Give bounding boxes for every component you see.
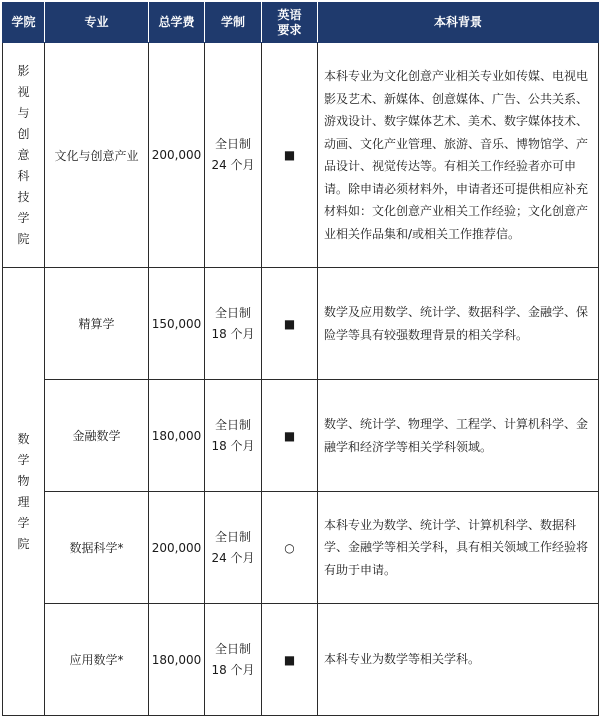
- duration: [205, 604, 262, 716]
- duration: [205, 43, 262, 268]
- header-school: 学院: [3, 3, 45, 43]
- tuition: 180,000: [149, 380, 205, 492]
- duration-mode: 全日制: [214, 305, 251, 320]
- duration-mode: 全日制: [214, 641, 251, 656]
- major-name: 精算学: [45, 268, 149, 380]
- duration-mode: 全日制: [214, 529, 251, 544]
- header-row: [3, 3, 599, 43]
- duration-length: 24 个月: [211, 550, 255, 565]
- table-row: [3, 604, 599, 716]
- major-name: 文化与创意产业: [45, 43, 149, 268]
- tuition: 150,000: [149, 268, 205, 380]
- major-name: 应用数学*: [45, 604, 149, 716]
- english-required-marker: ■: [262, 43, 318, 268]
- duration-mode: 全日制: [214, 137, 251, 151]
- header-duration: 学制: [205, 3, 262, 43]
- background-text: 本科专业为文化创意产业相关专业如传媒、电视电影及艺术、新媒体、创意媒体、广告、公共关系、游戏设计、数字媒体艺术、美术、数字媒体技术、动画、文化产业管理、旅游、音乐、博物馆学、产品设计、视觉传达等。有相关工作经验者亦可申请。除申请必须材料外，申请者还可提供相应补充材料如：文化创意产业相关工作经验；文化创意产业相关作品集和/或相关工作推荐信。: [318, 43, 599, 268]
- major-name: 数据科学*: [45, 492, 149, 604]
- duration: [205, 268, 262, 380]
- table-row: [3, 492, 599, 604]
- program-table: [2, 2, 599, 716]
- table-row: [3, 380, 599, 492]
- header-english: 英语 要求: [262, 3, 318, 43]
- duration-length: 18 个月: [211, 326, 255, 341]
- table-row: [3, 43, 599, 268]
- header-major: 专业: [45, 3, 149, 43]
- header-background: 本科背景: [318, 3, 599, 43]
- background-text: 数学、统计学、物理学、工程学、计算机科学、金融学和经济学等相关学科领域。: [318, 380, 599, 492]
- duration: [205, 380, 262, 492]
- tuition: 180,000: [149, 604, 205, 716]
- duration-length: 18 个月: [211, 438, 255, 453]
- table-row: [3, 268, 599, 380]
- background-text: 数学及应用数学、统计学、数据科学、金融学、保险学等具有较强数理背景的相关学科。: [318, 268, 599, 380]
- english-required-marker: ■: [262, 268, 318, 380]
- tuition: 200,000: [149, 492, 205, 604]
- header-tuition: 总学费: [149, 3, 205, 43]
- school-name: 数学物理学院: [3, 268, 45, 716]
- tuition: 200,000: [149, 43, 205, 268]
- english-optional-marker: ○: [262, 492, 318, 604]
- english-required-marker: ■: [262, 604, 318, 716]
- background-text: 本科专业为数学、统计学、计算机科学、数据科学、金融学等相关学科，具有相关领域工作经验将有助于申请。: [318, 492, 599, 604]
- major-name: 金融数学: [45, 380, 149, 492]
- duration-length: 24 个月: [211, 158, 255, 172]
- duration-length: 18 个月: [211, 662, 255, 677]
- school-name: 影视与创意科技学院: [3, 43, 45, 268]
- background-text: 本科专业为数学等相关学科。: [318, 604, 599, 716]
- english-required-marker: ■: [262, 380, 318, 492]
- duration-mode: 全日制: [214, 417, 251, 432]
- duration: [205, 492, 262, 604]
